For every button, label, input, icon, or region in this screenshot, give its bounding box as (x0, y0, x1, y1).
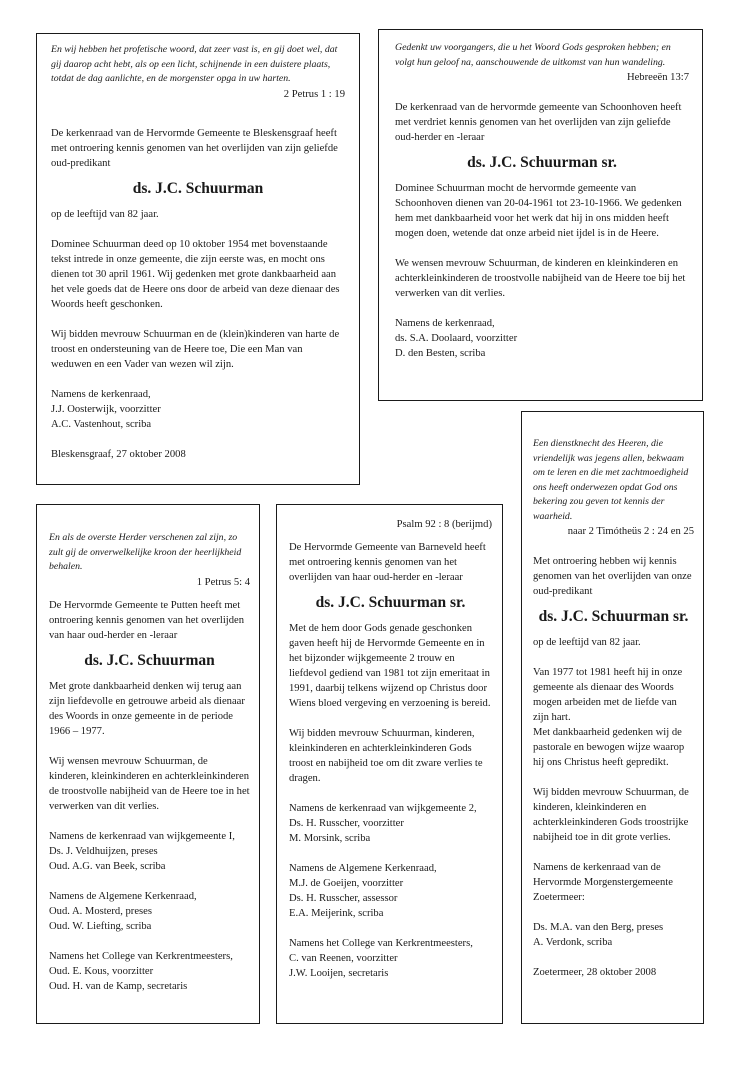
age-text: op de leeftijd van 82 jaar. (533, 637, 641, 648)
bible-reference: 2 Petrus 1 : 19 (283, 88, 345, 100)
signature-line: Namens het College van Kerkrentmeesters, (289, 938, 473, 949)
place-date: Bleskensgraaf, 27 oktober 2008 (51, 448, 186, 460)
signature-line: Oud. A.G. van Beek, scriba (49, 860, 166, 872)
deceased-name: ds. J.C. Schuurman sr. (315, 594, 466, 611)
paragraph-1: Dominee Schuurman deed op 10 oktober 1954 met bovenstaande tekst intrede in onze gemeente, die zijn eerste was, en mocht ons dienen tot 30 april 1961. Wij gedenken met grote dankbaarheid aan het vele goeds dat de Heere ons door de arbeid van deze dienaar des Woords heeft geschonken. (51, 238, 340, 310)
place-date: Zoetermeer, 28 oktober 2008 (533, 967, 657, 978)
signature-line: E.A. Meijerink, scriba (289, 908, 384, 919)
deceased-name: ds. J.C. Schuurman sr. (467, 154, 617, 171)
paragraph-2: Wij bidden mevrouw Schuurman, kinderen, kleinkinderen en achterkleinkinderen Gods troost en nabijheid toe om dit zware verlies te dragen. (289, 728, 483, 784)
intro-text: De Hervormde Gemeente te Putten heeft met ontroering kennis genomen van het overlijden van haar oud-herder en -leraar (49, 599, 245, 641)
signature-line: J.W. Looijen, secretaris (289, 968, 389, 979)
bible-reference: 1 Petrus 5: 4 (196, 576, 250, 588)
signature-line: C. van Reenen, voorzitter (289, 953, 398, 964)
signature-line: Namens de kerkenraad, (51, 388, 151, 400)
paragraph-2: Wij wensen mevrouw Schuurman, de kinderen, kleinkinderen en achterkleinkinderen de troostvolle nabijheid van de Heere toe in het verwerken van dit verlies. (49, 755, 250, 812)
deceased-name: ds. J.C. Schuurman (84, 651, 215, 669)
signature-line: Oud. E. Kous, voorzitter (49, 965, 154, 977)
signature-line: Namens de kerkenraad van wijkgemeente I, (49, 830, 235, 842)
signature-line: D. den Besten, scriba (395, 348, 486, 359)
signature-line: J.J. Oosterwijk, voorzitter (51, 403, 161, 415)
notice-bleskensgraaf (36, 33, 360, 485)
bible-reference: naar 2 Timótheüs 2 : 24 en 25 (567, 526, 694, 537)
signature-line: M.J. de Goeijen, voorzitter (289, 878, 404, 889)
signature-line: Hervormde Morgenstergemeente (533, 877, 673, 888)
signature-line: Namens de Algemene Kerkenraad, (49, 890, 197, 902)
signature-line: Ds. M.A. van den Berg, preses (533, 922, 664, 933)
signature-line: Namens de kerkenraad, (395, 318, 495, 329)
deceased-name: ds. J.C. Schuurman sr. (538, 608, 689, 625)
bible-quote: En als de overste Herder verschenen zal zijn, zo zult gij de onverwelkelijke kroon der heerlijkheid behalen. (49, 532, 242, 572)
bible-quote: En wij hebben het profetische woord, dat zeer vast is, en gij doet wel, dat gij daarop acht hebt, als op een licht, schijnende in een duistere plaats, totdat de dag aanlichte, en de morgenster opga in uw harten. (51, 44, 338, 84)
signature-line: Namens de kerkenraad van de (533, 862, 661, 873)
bible-quote: Gedenkt uw voorgangers, die u het Woord Gods gesproken hebben; en volgt hun geloof na, aanschouwende de uitkomst van hun wandeling. (395, 42, 671, 68)
signature-line: A. Verdonk, scriba (533, 937, 613, 948)
intro-text: De kerkenraad van de hervormde gemeente van Schoonhoven heeft met verdriet kennis genomen van het overlijden van zijn geliefde oud-herder en -leraar (395, 102, 682, 143)
signature-line: ds. S.A. Doolaard, voorzitter (395, 333, 518, 344)
signature-line: Oud. W. Liefting, scriba (49, 920, 152, 932)
signature-line: Ds. J. Veldhuijzen, preses (49, 845, 158, 857)
signature-line: Namens het College van Kerkrentmeesters, (49, 950, 233, 962)
paragraph-2: Wij bidden mevrouw Schuurman en de (klein)kinderen van harte de troost en ondersteuning van de Heere toe, Die een Man van weduwen en een Vader van wezen wil zijn. (51, 328, 340, 370)
intro-text: De kerkenraad van de Hervormde Gemeente te Bleskensgraaf heeft met ontroering kennis genomen van het overlijden van zijn geliefde oud-predikant (51, 127, 338, 169)
paragraph-2: We wensen mevrouw Schuurman, de kinderen en kleinkinderen en achterkleinkinderen de troostvolle nabijheid van de Heere toe bij het verwerken van dit verlies. (395, 258, 686, 299)
signature-line: Ds. H. Russcher, assessor (289, 893, 398, 904)
notice-zoetermeer (521, 411, 704, 1024)
paragraph-1b: Met dankbaarheid gedenken wij de pastorale en bewogen wijze waarop hij ons Christus heeft gepredikt. (533, 727, 685, 768)
intro-text: Met ontroering hebben wij kennis genomen van het overlijden van onze oud-predikant (533, 556, 692, 597)
notice-putten (36, 504, 260, 1024)
bible-reference: Hebreeën 13:7 (626, 72, 689, 83)
paragraph-1: Van 1977 tot 1981 heeft hij in onze gemeente als dienaar des Woords mogen arbeiden met de liefde van zijn hart. (533, 667, 683, 723)
paragraph-1: Dominee Schuurman mocht de hervormde gemeente van Schoonhoven dienen van 20-04-1961 tot 23-10-1966. We gedenken hem met dankbaarheid voor het werk dat hij in ons midden heeft mogen doen, wetende dat onze arbeid niet ijdel is in de Heere. (395, 183, 682, 239)
paragraph-1: Met de hem door Gods genade geschonken gaven heeft hij de Hervormde Gemeente en in het bijzonder wijkgemeente 2 trouw en liefdevol gediend van 1981 tot zijn emeritaat in 1991, daarbij telkens wijzend op Christus door Wiens bloed vergeving en verzoening is bereid. (289, 623, 491, 709)
signature-line: Namens de kerkenraad van wijkgemeente 2, (289, 803, 477, 814)
signature-line: Oud. H. van de Kamp, secretaris (49, 980, 188, 992)
notice-schoonhoven (378, 29, 703, 401)
signature-line: Ds. H. Russcher, voorzitter (289, 818, 404, 829)
bible-quote: Een dienstknecht des Heeren, die vriendelijk was jegens allen, bekwaam om te leren en die met zachtmoedigheid ons heeft onderwezen opdat God ons bekering zou geven tot kennis der waarheid. (533, 438, 689, 522)
intro-text: De Hervormde Gemeente van Barneveld heeft met ontroering kennis genomen van het overlijden van haar oud-herder en -leraar (289, 542, 486, 583)
notice-barneveld (276, 504, 503, 1024)
age-text: op de leeftijd van 82 jaar. (51, 208, 159, 220)
paragraph-1: Met grote dankbaarheid denken wij terug aan zijn liefdevolle en getrouwe arbeid als dienaar des Woords in onze gemeente in de periode 1966 – 1977. (49, 680, 245, 737)
signature-line: Oud. A. Mosterd, preses (49, 905, 152, 917)
signature-line: Zoetermeer: (533, 892, 585, 903)
signature-line: M. Morsink, scriba (289, 833, 371, 844)
signature-line: Namens de Algemene Kerkenraad, (289, 863, 437, 874)
deceased-name: ds. J.C. Schuurman (132, 179, 264, 197)
psalm-reference: Psalm 92 : 8 (berijmd) (396, 519, 492, 530)
signature-line: A.C. Vastenhout, scriba (51, 418, 152, 430)
paragraph-2: Wij bidden mevrouw Schuurman, de kinderen, kleinkinderen en achterkleinkinderen Gods troostrijke nabijheid toe in dit grote verlies. (533, 787, 689, 843)
